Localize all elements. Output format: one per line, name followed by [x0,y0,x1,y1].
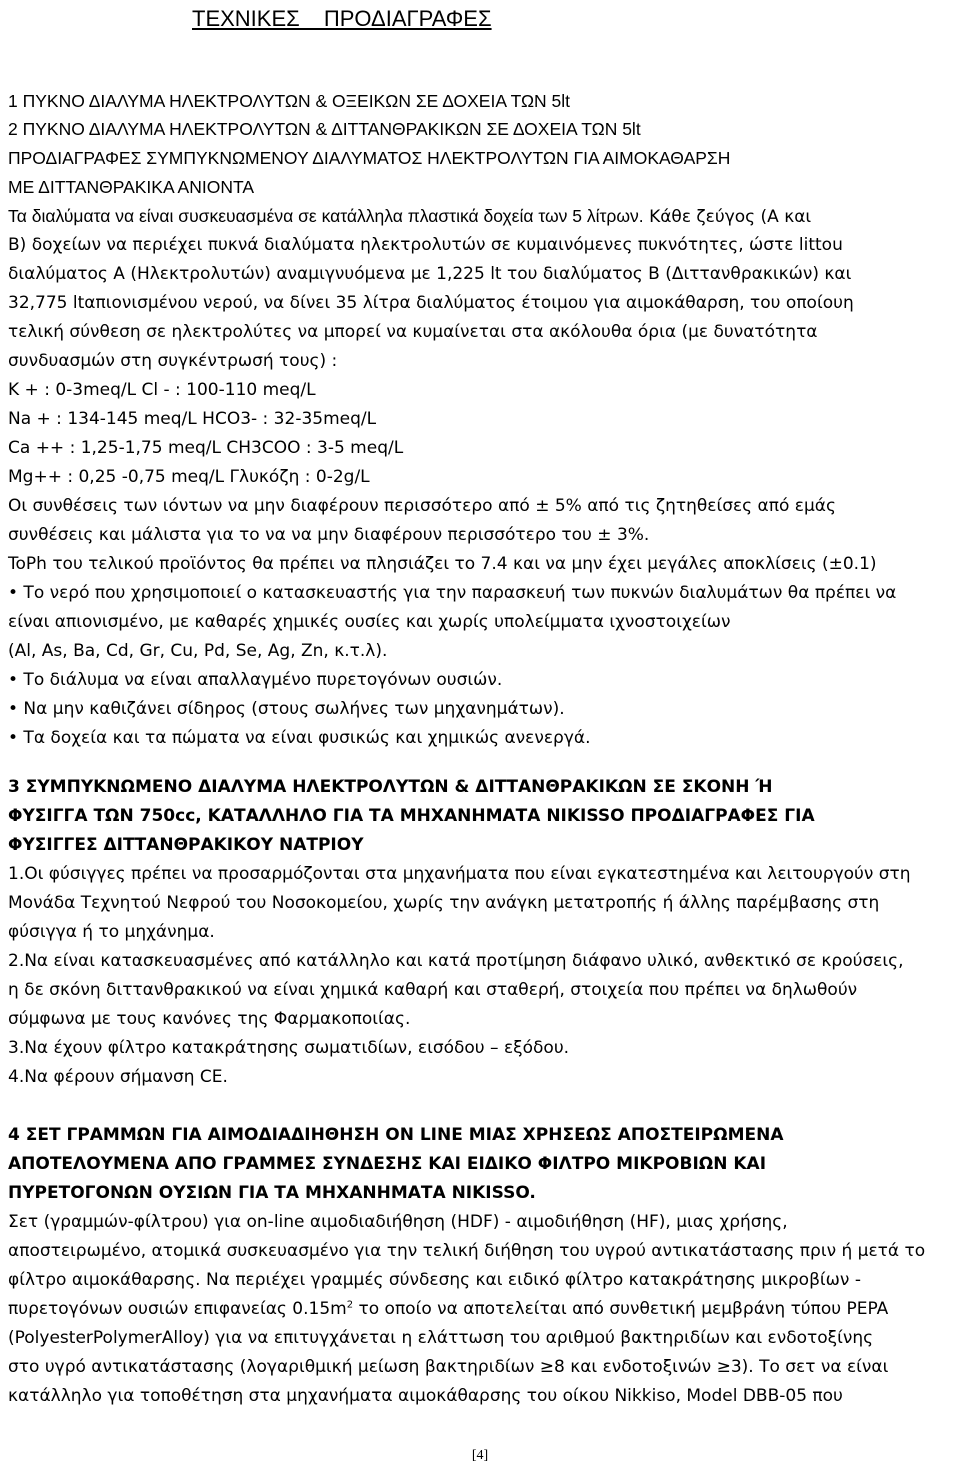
section-heading-line: ΑΠΟΤΕΛΟΥΜΕΝΑ ΑΠΟ ΓΡΑΜΜΕΣ ΣΥΝΔΕΣΗΣ ΚΑΙ ΕΙΔΙΚΟ ΦΙΛΤΡΟ ΜΙΚΡΟΒΙΩΝ ΚΑΙ [8,1154,767,1174]
body-line: είναι απιονισμένο, με καθαρές χημικές ουσίες και χωρίς υπολείμματα ιχνοστοιχείων [8,612,731,632]
bullet-line: • Να μην καθιζάνει σίδηρος (στους σωλήνες των μηχανημάτων). [8,699,565,719]
body-line: συνδυασμών στη συγκέντρωσή τους) : [8,351,338,371]
body-line [8,205,811,228]
body-line: σύμφωνα με τους κανόνες της Φαρμακοποιίας. [8,1009,411,1029]
body-line: κατάλληλο για τοποθέτηση στα μηχανήματα αιμοκάθαρσης του οίκου Nikkiso, Model DBB-05 που [8,1386,843,1406]
body-line: φίλτρο αιμοκάθαρσης. Να περιέχει γραμμές σύνδεσης και ειδικό φίλτρο κατακράτησης μικροβίων - [8,1270,861,1290]
body-line: Οι συνθέσεις των ιόντων να μην διαφέρουν περισσότερο από ± 5% από τις ζητηθείσες από εμάς [8,496,836,516]
body-line: (Al, As, Ba, Cd, Gr, Cu, Pd, Se, Ag, Zn, κ.τ.λ). [8,641,388,661]
body-line: 2.Να είναι κατασκευασμένες από κατάλληλο και κατά προτίμηση διάφανο υλικό, ανθεκτικό σε κρούσεις, [8,951,904,971]
body-line: Β) δοχείων να περιέχει πυκνά διαλύματα ηλεκτρολυτών σε κυμαινόμενες πυκνότητες, ώστε littou [8,235,843,255]
body-line: 32,775 ltαπιονισμένου νερού, να δίνει 35 λίτρα διαλύματος έτοιμου για αιμοκάθαρση, του οποίουη [8,293,854,313]
body-line: τελική σύνθεση σε ηλεκτρολύτες να μπορεί να κυμαίνεται στα ακόλουθα όρια (με δυνατότητα [8,322,818,342]
intro-text: Τα διαλύματα να είναι συσκευασμένα σε κατάλληλα πλαστικά δοχεία των 5 λίτρων. [8,206,644,226]
page-title: ΤΕΧΝΙΚΕΣ ΠΡΟΔΙΑΓΡΑΦΕΣ [192,6,492,31]
body-line: 1.Οι φύσιγγες πρέπει να προσαρμόζονται στα μηχανήματα που είναι εγκατεστημένα και λειτουργούν στη [8,864,911,884]
page-number: [4] [471,1448,489,1463]
intro-text-rest: Κάθε ζεύγος (Α και [643,207,812,227]
body-line: διαλύματος Α (Ηλεκτρολυτών) αναμιγνυόμενα με 1,225 lt του διαλύματος Β (Διττανθρακικών) και [8,264,852,284]
ion-range-line: Na + : 134-145 meq/L HCO3- : 32-35meq/L [8,409,377,429]
section-heading-line: ΦΥΣΙΓΓΑ ΤΩΝ 750cc, ΚΑΤΑΛΛΗΛΟ ΓΙΑ ΤΑ ΜΗΧΑΝΗΜΑΤΑ NIKISSO ΠΡΟΔΙΑΓΡΑΦΕΣ ΓΙΑ [8,806,815,826]
body-line: στο υγρό αντικατάστασης (λογαριθμική μείωση βακτηριδίων ≥8 και ενδοτοξινών ≥3). Το σετ να είναι [8,1357,889,1377]
body-line [8,1298,888,1320]
section-heading-line: ΦΥΣΙΓΓΕΣ ΔΙΤΤΑΝΘΡΑΚΙΚΟΥ ΝΑΤΡΙΟΥ [8,835,364,855]
body-line: συνθέσεις και μάλιστα για το να να μην διαφέρουν περισσότερο του ± 3%. [8,525,650,545]
superscript: 2 [346,1299,354,1311]
body-line: 3.Να έχουν φίλτρο κατακράτησης σωματιδίων, εισόδου – εξόδου. [8,1038,570,1058]
bullet-line: • Τα δοχεία και τα πώματα να είναι φυσικώς και χημικώς ανενεργά. [8,728,591,748]
heading-line: ΠΡΟΔΙΑΓΡΑΦΕΣ ΣΥΜΠΥΚΝΩΜΕΝΟΥ ΔΙΑΛΥΜΑΤΟΣ ΗΛΕΚΤΡΟΛΥΤΩΝ ΓΙΑ ΑΙΜΟΚΑΘΑΡΣΗ [8,148,731,168]
ion-range-line: Ca ++ : 1,25-1,75 meq/L CH3COO : 3-5 meq/L [8,438,404,458]
body-line: φύσιγγα ή το μηχάνημα. [8,922,215,942]
body-line: Μονάδα Τεχνητού Νεφρού του Νοσοκομείου, χωρίς την ανάγκη μετατροπής ή άλλης παρέμβασης στη [8,893,880,913]
body-line: η δε σκόνη διττανθρακικού να είναι χημικά καθαρή και σταθερή, στοιχεία που πρέπει να δηλωθούν [8,980,858,1000]
body-line: Σετ (γραμμών-φίλτρου) για on-line αιμοδιαδιήθηση (HDF) - αιμοδιήθηση (HF), μιας χρήσης, [8,1212,788,1232]
heading-line: ΜΕ ΔΙΤΤΑΝΘΡΑΚΙΚΑ ΑΝΙΟΝΤΑ [8,177,255,197]
section-heading-line: 3 ΣΥΜΠΥΚΝΩΜΕΝΟ ΔΙΑΛΥΜΑ ΗΛΕΚΤΡΟΛΥΤΩΝ & ΔΙΤΤΑΝΘΡΑΚΙΚΩΝ ΣΕ ΣΚΟΝΗ Ή [8,777,773,797]
body-line: (PolyesterPolymerAlloy) για να επιτυγχάνεται η ελάττωση του αριθμού βακτηριδίων και ενδοτοξίνης [8,1328,874,1348]
ion-range-line: Mg++ : 0,25 -0,75 meq/L Γλυκόζη : 0-2g/L [8,467,370,487]
body-text: το οποίο να αποτελείται από συνθετική μεμβράνη τύπου PEPA [353,1299,889,1319]
bullet-line: • Το νερό που χρησιμοποιεί ο κατασκευαστής για την παρασκευή των πυκνών διαλυμάτων θα πρέπει να [8,583,897,603]
ion-range-line: K + : 0-3meq/L Cl - : 100-110 meq/L [8,380,316,400]
body-line: αποστειρωμένο, ατομικά συσκευασμένο για την τελική διήθηση του υγρού αντικατάστασης πριν ή μετά το [8,1241,926,1261]
body-line: ToPh του τελικού προϊόντος θα πρέπει να πλησιάζει το 7.4 και να μην έχει μεγάλες αποκλίσεις (±0.1) [8,554,877,574]
heading-line: 2 ΠΥΚΝΟ ΔΙΑΛΥΜΑ ΗΛΕΚΤΡΟΛΥΤΩΝ & ΔΙΤΤΑΝΘΡΑΚΙΚΩΝ ΣΕ ΔΟΧΕΙΑ ΤΩΝ 5lt [8,119,641,139]
body-line: 4.Να φέρουν σήμανση CE. [8,1067,228,1087]
heading-line: 1 ΠΥΚΝΟ ΔΙΑΛΥΜΑ ΗΛΕΚΤΡΟΛΥΤΩΝ & ΟΞΕΙΚΩΝ ΣΕ ΔΟΧΕΙΑ ΤΩΝ 5lt [8,91,571,111]
section-heading-line: 4 ΣΕΤ ΓΡΑΜΜΩΝ ΓΙΑ ΑΙΜΟΔΙΑΔΙΗΘΗΣΗ ON LINE ΜΙΑΣ ΧΡΗΣΕΩΣ ΑΠΟΣΤΕΙΡΩΜΕΝΑ [8,1125,784,1145]
section-heading-line: ΠΥΡΕΤΟΓΟΝΩΝ ΟΥΣΙΩΝ ΓΙΑ ΤΑ ΜΗΧΑΝΗΜΑΤΑ NIKISSO. [8,1183,536,1203]
bullet-line: • Το διάλυμα να είναι απαλλαγμένο πυρετογόνων ουσιών. [8,670,503,690]
body-text: πυρετογόνων ουσιών επιφανείας 0.15m [8,1299,347,1319]
